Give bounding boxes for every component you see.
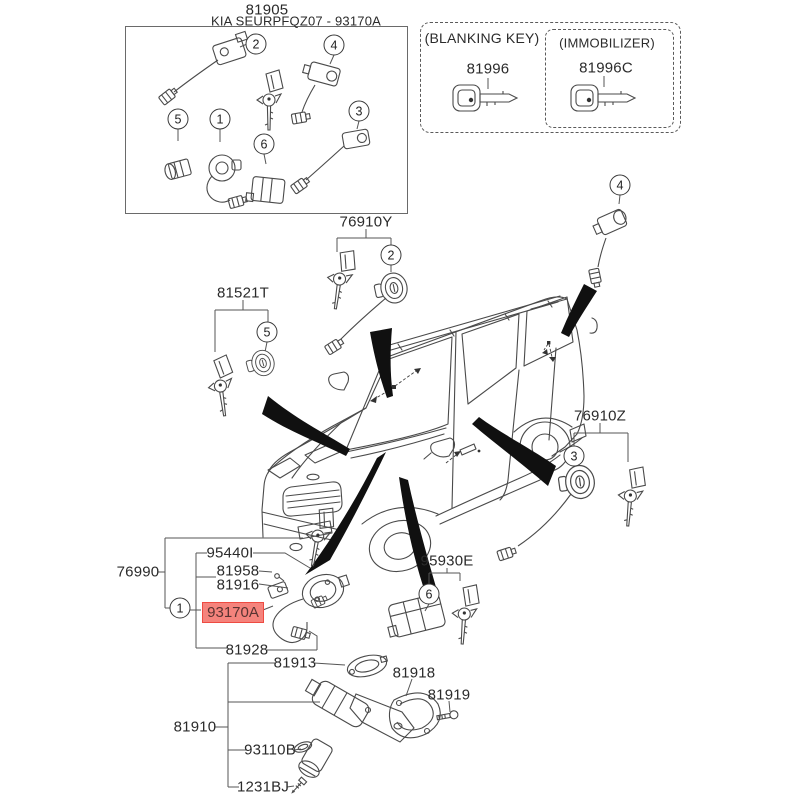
part-label-81996C[interactable]: 81996C bbox=[579, 59, 633, 77]
part-label-81919[interactable]: 81919 bbox=[427, 686, 471, 704]
blanking-key-title: (BLANKING KEY) bbox=[424, 30, 540, 46]
part-label-81910[interactable]: 81910 bbox=[173, 718, 217, 736]
diagram-callout-5[interactable]: 5 bbox=[257, 322, 278, 343]
immobilizer-key-title: (IMMOBILIZER) bbox=[559, 35, 655, 51]
part-label-81958[interactable]: 81958 bbox=[216, 562, 260, 580]
diagram-callout-6[interactable]: 6 bbox=[419, 584, 440, 605]
inset-callout-2[interactable]: 2 bbox=[246, 34, 267, 55]
wedge-windshield bbox=[370, 328, 393, 398]
part-label-93170A-highlighted[interactable]: 93170A bbox=[202, 602, 264, 623]
wedge-sill bbox=[399, 477, 438, 594]
part-label-76990[interactable]: 76990 bbox=[116, 563, 160, 581]
inset-callout-1[interactable]: 1 bbox=[210, 109, 231, 130]
inset-callout-6[interactable]: 6 bbox=[254, 134, 275, 155]
part-label-95930E[interactable]: 95930E bbox=[420, 552, 474, 570]
diagram-callout-3[interactable]: 3 bbox=[564, 446, 585, 467]
part-label-81996[interactable]: 81996 bbox=[466, 60, 510, 78]
part-label-81521T[interactable]: 81521T bbox=[216, 284, 270, 302]
inset-callout-5[interactable]: 5 bbox=[168, 109, 189, 130]
part-label-76910Y[interactable]: 76910Y bbox=[339, 213, 393, 231]
inset-subtitle: KIA SEURPFQZ07 - 93170A bbox=[210, 13, 382, 29]
part-label-81918[interactable]: 81918 bbox=[392, 664, 436, 682]
inset-callout-3[interactable]: 3 bbox=[349, 101, 370, 122]
part-label-1231BJ[interactable]: 1231BJ bbox=[236, 778, 290, 796]
diagram-callout-1[interactable]: 1 bbox=[170, 598, 191, 619]
diagram-callout-2[interactable]: 2 bbox=[381, 245, 402, 266]
inset-title: 81905 bbox=[245, 1, 289, 19]
inset-callout-4[interactable]: 4 bbox=[324, 35, 345, 56]
wedge-tailgate bbox=[561, 284, 597, 337]
wedge-rear-door bbox=[472, 417, 556, 486]
locator-arrows bbox=[370, 341, 556, 463]
part-label-93110B[interactable]: 93110B bbox=[244, 741, 296, 759]
diagram-callout-4[interactable]: 4 bbox=[610, 175, 631, 196]
part-label-81916[interactable]: 81916 bbox=[216, 576, 260, 594]
part-label-95440I[interactable]: 95440I bbox=[206, 544, 254, 562]
part-label-81928[interactable]: 81928 bbox=[225, 641, 269, 659]
part-label-81913[interactable]: 81913 bbox=[273, 654, 317, 672]
part-label-76910Z[interactable]: 76910Z bbox=[573, 407, 627, 425]
